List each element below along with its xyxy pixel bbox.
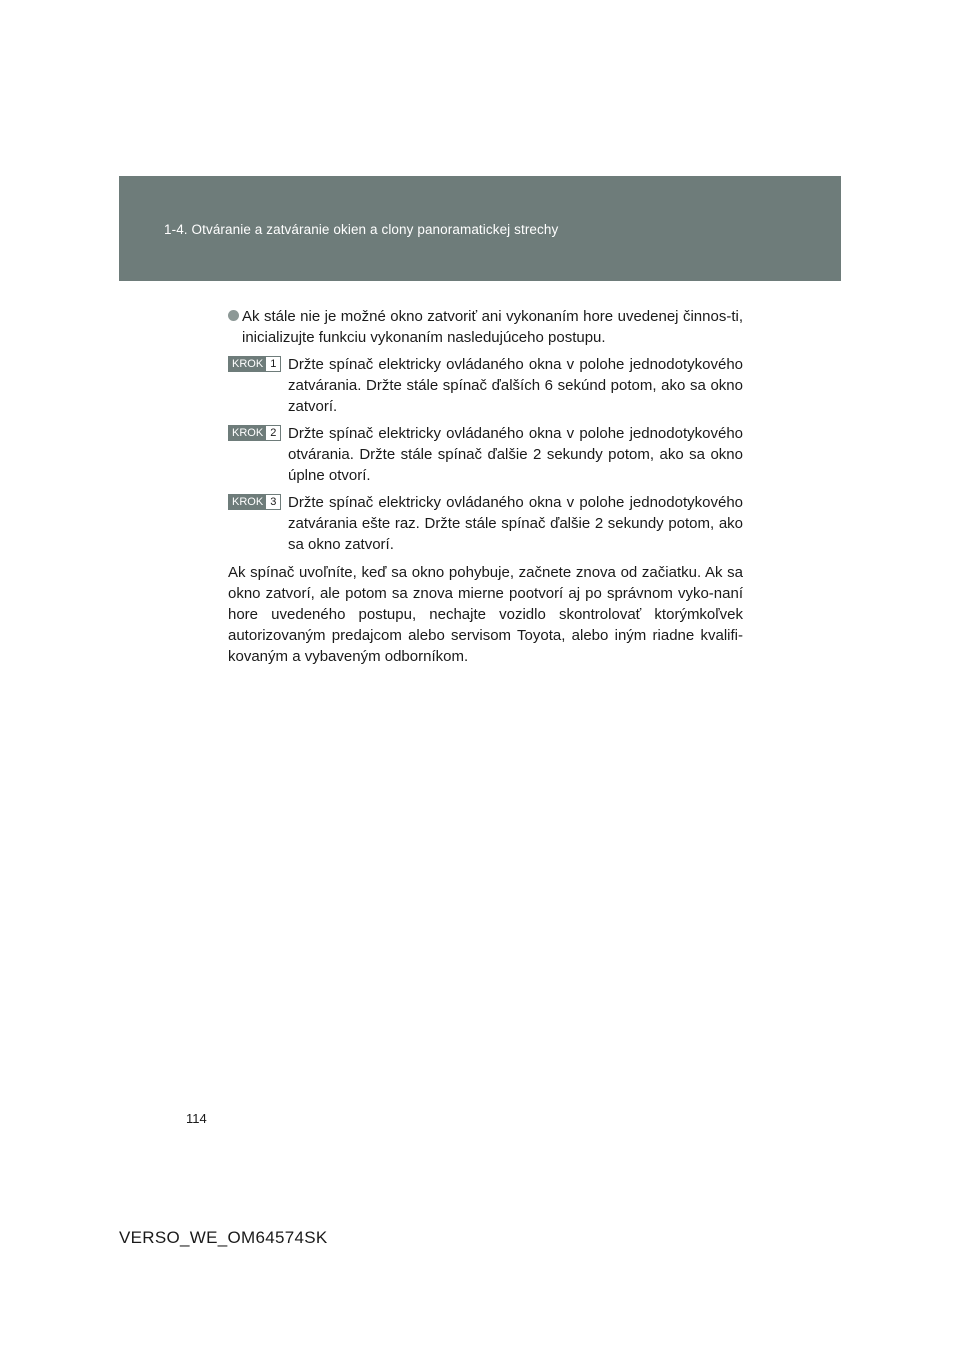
step-text: Držte spínač elektricky ovládaného okna v polohe jednodotykového zatvárania ešte raz. Držte stále spínač ďalšie 2 sekundy potom, ako sa okno zatvorí.	[288, 494, 743, 553]
section-title: 1-4. Otváranie a zatváranie okien a clony panoramatickej strechy	[164, 222, 559, 237]
page-content	[228, 306, 743, 667]
bullet-item	[228, 306, 743, 348]
step-badge	[228, 494, 281, 510]
step-badge-label: KROK	[229, 426, 266, 440]
step-1	[228, 354, 743, 417]
step-badge-label: KROK	[229, 495, 266, 509]
bullet-text: Ak stále nie je možné okno zatvoriť ani vykonaním hore uvedenej činnos-ti, inicializujte funkciu vykonaním nasledujúceho postupu.	[242, 308, 743, 346]
step-text: Držte spínač elektricky ovládaného okna v polohe jednodotykového zatvárania. Držte stále spínač ďalších 6 sekúnd potom, ako sa okno zatvorí.	[288, 356, 743, 415]
page-number: 114	[186, 1111, 207, 1126]
section-header	[119, 176, 841, 281]
bullet-dot-icon	[228, 310, 239, 321]
step-badge-number: 2	[266, 426, 280, 440]
document-code: VERSO_WE_OM64574SK	[119, 1228, 328, 1247]
step-2	[228, 423, 743, 486]
step-3	[228, 492, 743, 555]
step-badge-label: KROK	[229, 357, 266, 371]
step-badge	[228, 356, 281, 372]
step-text: Držte spínač elektricky ovládaného okna v polohe jednodotykového otvárania. Držte stále spínač ďalšie 2 sekundy potom, ako sa okno úplne otvorí.	[288, 425, 743, 484]
step-badge-number: 3	[266, 495, 280, 509]
body-paragraph: Ak spínač uvoľníte, keď sa okno pohybuje, začnete znova od začiatku. Ak sa okno zatvorí, ale potom sa znova mierne pootvorí aj po správnom vyko-naní hore uvedeného postupu, nechajte vozidlo skontrolovať ktorýmkoľvek autorizovaným predajcom alebo servisom Toyota, alebo iným riadne kvalifi-kovaným a vybaveným odborníkom.	[228, 564, 743, 665]
step-badge-number: 1	[266, 357, 280, 371]
step-badge	[228, 425, 281, 441]
